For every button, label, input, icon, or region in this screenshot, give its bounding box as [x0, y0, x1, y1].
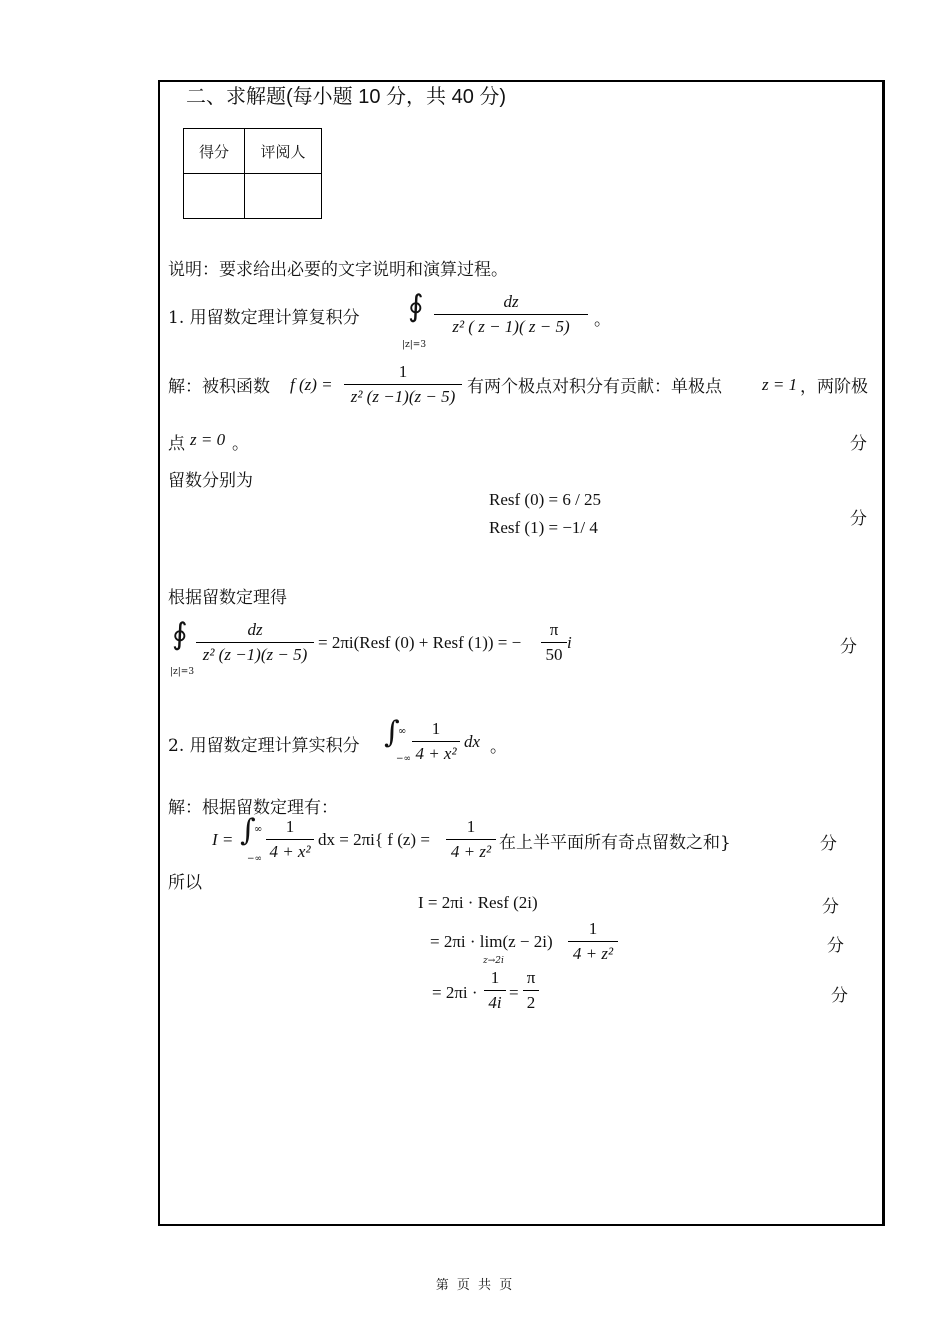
q2-I-dx: dx = 2πi{ f (z) =: [318, 830, 430, 849]
q1-sol-rest: 有两个极点对积分有贡献：单极点: [467, 377, 722, 397]
q1-score-1: 分: [850, 434, 867, 454]
q1-final-pi-fraction: [541, 620, 567, 665]
q2-step3-d2: 2: [526, 993, 536, 1012]
q1-final-rhs: = 2πi(Resf (0) + Resf (1)) = −: [318, 633, 522, 652]
q2-upper-2: ∞: [254, 824, 263, 835]
q1-final-denom: z² (z −1)(z − 5): [202, 645, 308, 664]
page-footer: 第 页 共 页: [435, 1278, 515, 1293]
q2-step3-fraction2: [523, 968, 539, 1013]
score-cell[interactable]: [184, 174, 245, 219]
grader-cell[interactable]: [245, 174, 322, 219]
q2-step3-fraction1: [484, 968, 506, 1013]
q2-I-numer: 1: [285, 817, 295, 836]
q1-final-numer: dz: [247, 620, 263, 639]
q2-sol-label: 解：根据留数定理有：: [168, 798, 338, 818]
q2-lower-2: −∞: [247, 854, 263, 864]
q1-end-mark: 。: [594, 310, 611, 330]
instructions-note: 说明：要求给出必要的文字说明和演算过程。: [168, 260, 508, 280]
q2-I-denom: 4 + x²: [269, 842, 311, 861]
q2-step2-fraction: [568, 919, 618, 964]
score-table: [183, 128, 322, 219]
q2-lower: −∞: [396, 754, 412, 764]
q2-step3-eq: =: [509, 983, 519, 1002]
q2-score-1: 分: [820, 834, 837, 854]
q1-sol-rest2: ，两阶极: [800, 377, 868, 397]
q2-score-3: 分: [827, 936, 844, 956]
q1-final-i: i: [567, 633, 572, 652]
q2-denom: 4 + x²: [415, 744, 457, 763]
q1-f-fraction: [344, 362, 462, 407]
q1-score-2: 分: [850, 509, 867, 529]
q1-int-denom: z² ( z − 1)( z − 5): [452, 317, 570, 336]
q2-step3-n2: π: [526, 968, 536, 987]
q2-step2-lhs: = 2πi · lim(z − 2i): [430, 932, 553, 951]
q1-score-3: 分: [840, 637, 857, 657]
q2-I-fnumer: 1: [466, 817, 476, 836]
q1-line2-prefix: 点: [168, 434, 185, 454]
q1-f-numer: 1: [398, 362, 408, 381]
q1-final-50: 50: [545, 645, 563, 664]
q2-step3-lhs: = 2πi ·: [432, 983, 478, 1002]
q1-res1: Resf (1) = −1/ 4: [489, 518, 598, 537]
q2-step2-sub: z→2i: [483, 956, 504, 966]
q2-integral-symbol-2: ∫: [240, 813, 256, 848]
q2-upper: ∞: [398, 726, 407, 737]
q2-step1: I = 2πi · Resf (2i): [418, 893, 538, 912]
q2-step2-numer: 1: [588, 919, 598, 938]
q2-step3-n1: 1: [490, 968, 500, 987]
q1-int-numer: dz: [503, 292, 519, 311]
q2-score-2: 分: [822, 897, 839, 917]
q1-f-denom: z² (z −1)(z − 5): [350, 387, 456, 406]
q2-dx: dx: [464, 732, 481, 751]
q2-I-text: 在上半平面所有奇点留数之和}: [499, 833, 731, 853]
q1-integrand: [434, 292, 588, 337]
q2-I-fraction: [266, 817, 314, 862]
q2-numer: 1: [431, 719, 441, 738]
grader-header: 评阅人: [245, 129, 322, 174]
q2-so-label: 所以: [168, 873, 202, 893]
q1-final-fraction: [196, 620, 314, 665]
q1-pole1: z = 1: [762, 375, 798, 394]
section-title: 二、求解题(每小题 10 分，共 40 分): [186, 86, 507, 108]
score-header: 得分: [184, 129, 245, 174]
q2-I-fdenom: 4 + z²: [450, 842, 492, 861]
contour-integral-symbol: ∮: [408, 289, 424, 324]
q1-final-pi: π: [549, 620, 559, 639]
q2-I-f-fraction: [446, 817, 496, 862]
q2-prompt: 2. 用留数定理计算实积分: [168, 736, 360, 756]
q1-final-limit: |z|=3: [170, 667, 195, 677]
q1-theorem-label: 根据留数定理得: [168, 588, 287, 608]
q1-int-limit: |z|=3: [402, 340, 427, 350]
q1-residues-label: 留数分别为: [168, 471, 253, 491]
q2-end-mark: 。: [490, 737, 507, 757]
q2-step2-denom: 4 + z²: [572, 944, 614, 963]
q1-prompt: 1. 用留数定理计算复积分: [168, 308, 360, 328]
contour-integral-symbol-2: ∮: [172, 617, 188, 652]
q2-fraction: [412, 719, 460, 764]
q2-score-4: 分: [831, 986, 848, 1006]
q1-sol-prefix: 解：被积函数: [168, 377, 270, 397]
q2-step3-d1: 4i: [488, 993, 502, 1012]
q1-pole2: z = 0: [190, 430, 226, 449]
q1-res0: Resf (0) = 6 / 25: [489, 490, 602, 509]
q2-integral-symbol: ∫: [384, 715, 400, 750]
q1-line2-end: 。: [232, 434, 249, 454]
q1-f-lhs: f (z) =: [290, 375, 333, 394]
q2-I-lhs: I =: [212, 830, 234, 849]
